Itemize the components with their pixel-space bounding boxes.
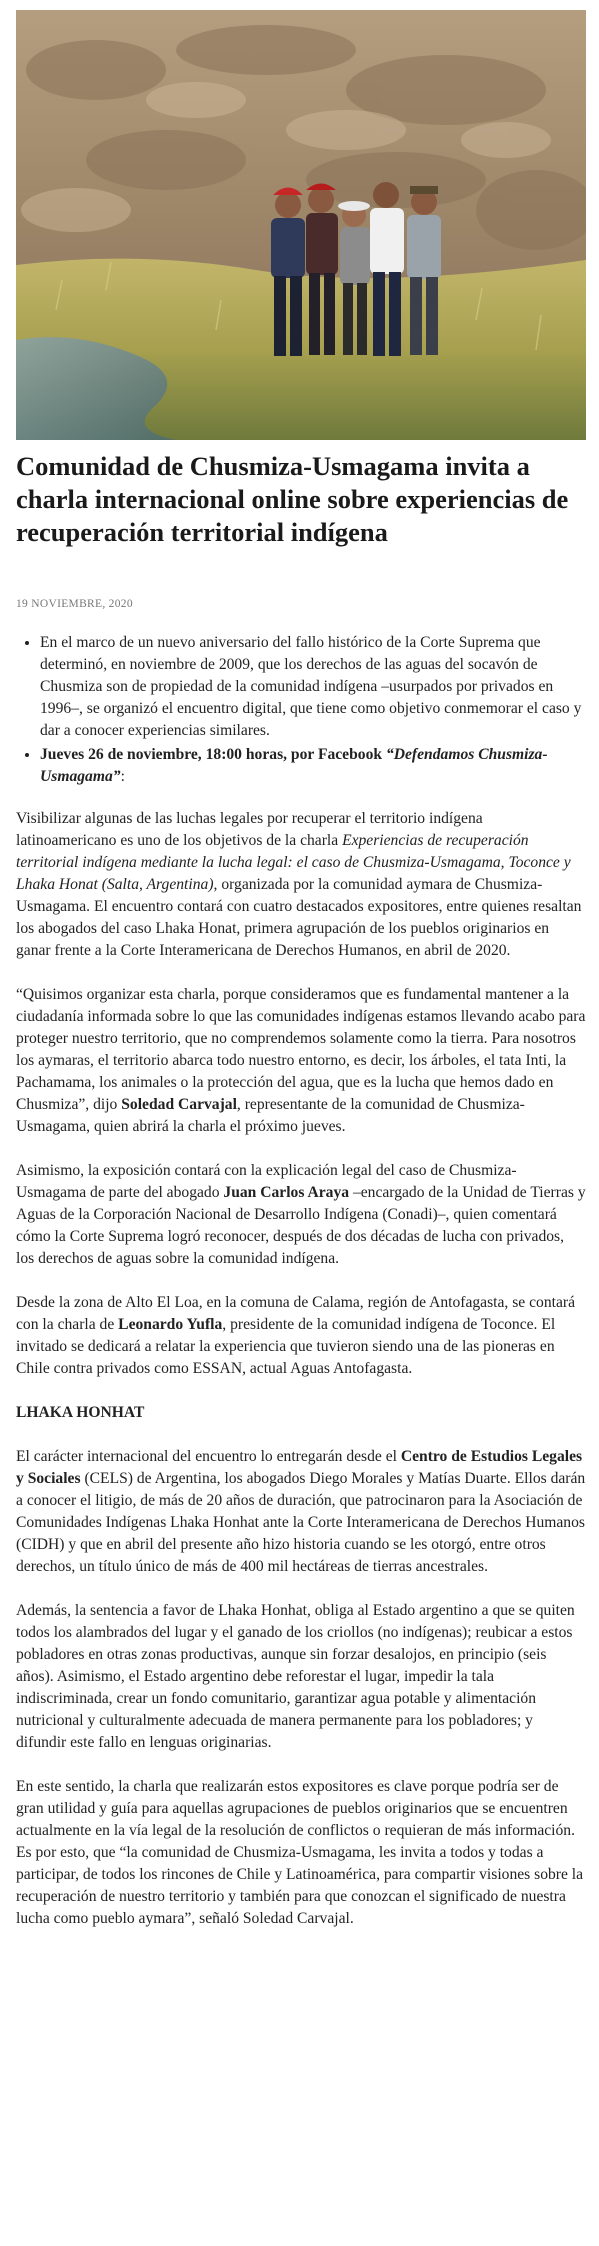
organization-name: Centro de Estudios Legales y Sociales xyxy=(16,1448,583,1487)
speaker-name: Soledad Carvajal xyxy=(121,1096,237,1113)
speaker-name: Leonardo Yufla xyxy=(118,1316,223,1333)
section-heading: LHAKA HONHAT xyxy=(16,1404,145,1421)
paragraph: Además, la sentencia a favor de Lhaka Honhat, obliga al Estado argentino a que se quiten todos los alambrados del lugar y el ganado de los criollos (no indígenas); reubicar a estos pobladores en otras zonas productivas, aunque sin forzar desalojos, en principio (seis años). Asimismo, el Estado argentino debe reforestar el lugar, impedir la tala indiscriminada, crear un fondo comunitario, garantizar agua potable y alimentación nutricional y culturalmente adecuada de manera permanente para los pobladores; y difundir este fallo en lenguas originarias. xyxy=(16,1602,575,1751)
facebook-page-name: “Defendamos Chusmiza-Usmagama” xyxy=(40,746,548,785)
paragraph: “Quisimos organizar esta charla, porque consideramos que es fundamental mantener a la ciudadanía informada sobre lo que las comunidades indígenas estamos llevando acabo para proteger nuestro territorio, que no comprendemos solamente como la tierra. Para nosotros los aymaras, el territorio abarca todo nuestro entorno, es decir, los árboles, el tata Inti, la Pachamama, los animales o la protección del agua, que es la lucha que hemos dado en Chusmiza”, dijo Soledad Carvajal, representante de la comunidad de Chusmiza-Usmagama, quien abrirá la charla el próximo jueves. xyxy=(16,986,586,1135)
paragraph: En este sentido, la charla que realizarán estos expositores es clave porque podría ser de gran utilidad y guía para aquellas agrupaciones de pueblos originarios que se encuentren actualmente en la vía legal de la resolución de conflictos o requieran de más información. Es por esto, que “la comunidad de Chusmiza-Usmagama, les invita a todos y todas a participar, de todos los rincones de Chile y Latinoamérica, para compartir visiones sobre la recuperación de nuestro territorio y también para que conozcan el significado de nuestra lucha como pueblo aymara”, señaló Soledad Carvajal. xyxy=(16,1778,584,1927)
list-item xyxy=(40,632,586,742)
hero-photo xyxy=(16,10,586,440)
paragraph: Desde la zona de Alto El Loa, en la comuna de Calama, región de Antofagasta, se contará con la charla de Leonardo Yufla, presidente de la comunidad indígena de Toconce. El invitado se dedicará a relatar la experiencia que tuvieron siendo una de las pioneras en Chile contra privados como ESSAN, actual Aguas Antofagasta. xyxy=(16,1294,575,1377)
paragraph: El carácter internacional del encuentro lo entregarán desde el Centro de Estudios Legales y Sociales (CELS) de Argentina, los abogados Diego Morales y Matías Duarte. Ellos darán a conocer el litigio, de más de 20 años de duración, que patrocinaron para la Asociación de Comunidades Indígenas Lhaka Honhat ante la Corte Interamericana de Derechos Humanos (CIDH) y que en abril del presente año hizo historia cuando se les otorgó, entre otros derechos, un título único de más de 400 mil hectáreas de tierras ancestrales. xyxy=(16,1448,586,1575)
bullet-text: En el marco de un nuevo aniversario del fallo histórico de la Corte Suprema que determinó, en noviembre de 2009, que los derechos de las aguas del socavón de Chusmiza son de propiedad de la comunidad indígena –usurpados por privados en 1996–, se organizó el encuentro digital, que tiene como objetivo conmemorar el caso y dar a conocer experiencias similares. xyxy=(40,634,582,739)
paragraph: Asimismo, la exposición contará con la explicación legal del caso de Chusmiza-Usmagama de parte del abogado Juan Carlos Araya –encargado de la Unidad de Tierras y Aguas de la Corporación Nacional de Desarrollo Indígena (Conadi)–, quien comentará cómo la Corte Suprema logró reconocer, después de dos décadas de lucha con privados, los derechos de aguas sobre la comunidad indígena. xyxy=(16,1162,586,1267)
paragraph: Visibilizar algunas de las luchas legales por recuperar el territorio indígena latinoamericano es uno de los objetivos de la charla Experiencias de recuperación territorial indígena mediante la lucha legal: el caso de Chusmiza-Usmagama, Toconce y Lhaka Honat (Salta, Argentina), organizada por la comunidad aymara de Chusmiza-Usmagama. El encuentro contará con cuatro destacados expositores, entre quienes resaltan los abogados del caso Lhaka Honat, primera agrupación de los pueblos originarios en ganar frente a la Corte Interamericana de Derechos Humanos, en abril de 2020. xyxy=(16,810,582,959)
article-title: Comunidad de Chusmiza-Usmagama invita a charla internacional online sobre experiencias de recuperación territorial indígena xyxy=(16,451,569,547)
summary-list xyxy=(16,632,586,788)
talk-title: Experiencias de recuperación territorial indígena mediante la lucha legal: el caso de Chusmiza-Usmagama, Toconce y Lhaka Honat (Salta, Argentina) xyxy=(16,832,571,893)
speaker-name: Juan Carlos Araya xyxy=(223,1184,350,1201)
article-date: 19 NOVIEMBRE, 2020 xyxy=(16,598,133,610)
list-item: • Jueves 26 de noviembre, 18:00 horas, por Facebook “Defendamos Chusmiza-Usmagama”: xyxy=(40,744,586,788)
event-datetime: Jueves 26 de noviembre, 18:00 horas, por Facebook xyxy=(40,746,383,763)
article-body xyxy=(16,632,586,1952)
